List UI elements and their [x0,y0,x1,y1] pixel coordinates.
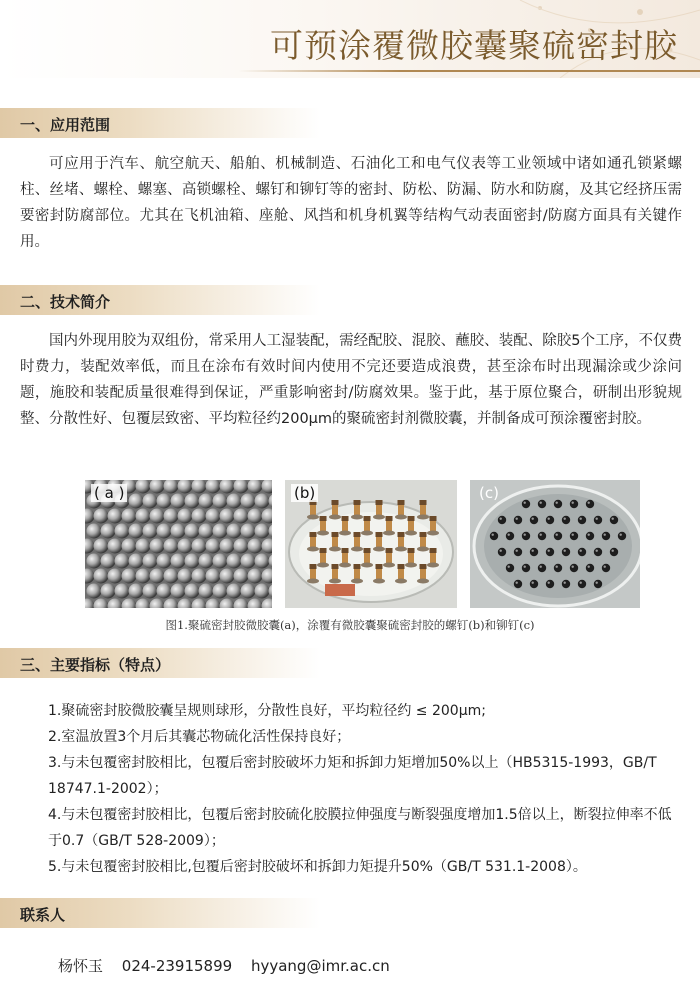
screw-head [405,531,417,536]
section-heading-label: 一、应用范围 [20,116,111,134]
microcapsule-sphere [227,524,242,539]
screw-head [361,531,373,536]
screw-head [307,547,319,552]
microcapsule-sphere [262,539,273,554]
figure-microcapsules [85,480,272,608]
figure-row [85,480,640,608]
screw-head [373,547,385,552]
rivet [546,516,554,524]
rivet-highlight [596,550,598,552]
microcapsule-sphere [248,509,263,524]
rivet [618,532,626,540]
microcapsule-sphere [136,569,151,584]
microcapsule-sphere [164,509,179,524]
screw-head [395,547,407,552]
microcapsule-sphere [122,509,137,524]
rivet-highlight [548,582,550,584]
microcapsule-sphere [269,494,273,509]
rivet [578,548,586,556]
rivet-highlight [564,550,566,552]
rivet [522,532,530,540]
microcapsule-sphere [206,509,221,524]
screw-coating [398,500,405,505]
microcapsule-sphere [227,584,242,599]
microcapsule-sphere [129,494,144,509]
rivet-highlight [572,566,574,568]
microcapsule-sphere [213,554,228,569]
microcapsule-sphere [150,480,165,494]
microcapsule-sphere [85,569,95,584]
microcapsule-sphere [199,494,214,509]
figure-label-a: ( a ) [91,484,127,502]
rivet-highlight [596,518,598,520]
microcapsule-sphere [206,480,221,494]
screw-coating [342,548,349,553]
screw-coating [376,564,383,569]
screw-coating [386,516,393,521]
microcapsule-sphere [85,599,95,609]
microcapsule-sphere [192,539,207,554]
screw-coating [420,564,427,569]
rivet-highlight [572,502,574,504]
figure-coated-screws [285,480,457,608]
screw-coating [332,532,339,537]
section-heading-application [0,108,320,138]
screw-coating [430,548,437,553]
screw-coating [364,516,371,521]
figure-label-b: (b) [291,484,318,502]
microcapsule-sphere [136,539,151,554]
screw-coating [420,500,427,505]
rivet [554,564,562,572]
screw-head [351,579,363,584]
microcapsule-sphere [164,480,179,494]
microcapsule-sphere [87,584,102,599]
microcapsule-sphere [269,584,273,599]
screw-coating [364,548,371,553]
screw-coating [376,500,383,505]
microcapsule-sphere [136,509,151,524]
rivet [498,516,506,524]
page-title: 可预涂覆微胶囊聚硫密封胶 [270,26,678,65]
figure-label-c: (c) [479,484,499,502]
rivet [538,500,546,508]
microcapsule-sphere [262,480,273,494]
microcapsule-sphere [115,524,130,539]
rivet [498,548,506,556]
section-heading-contact [0,898,320,928]
screw-coating [420,532,427,537]
rivet-highlight [532,582,534,584]
rivet-highlight [524,534,526,536]
rivet-highlight [604,566,606,568]
microcapsule-sphere [171,494,186,509]
figure-caption: 图1.聚硫密封胶微胶囊(a)，涂覆有微胶囊聚硫密封胶的螺钉(b)和铆钉(c) [165,618,535,632]
microcapsule-sphere [94,509,109,524]
microcapsule-sphere [122,599,137,609]
section-heading-label: 联系人 [20,906,66,924]
microcapsule-sphere [85,539,95,554]
microcapsule-sphere [255,524,270,539]
rivet [602,564,610,572]
microcapsule-sphere [248,599,263,609]
microcapsule-sphere [164,569,179,584]
microcapsule-sphere [101,554,116,569]
microcapsule-sphere [185,524,200,539]
microcapsule-sphere [192,480,207,494]
screw-head [329,515,341,520]
rivet [610,516,618,524]
microcapsule-sphere [143,494,158,509]
screw-head [329,579,341,584]
screw-coating [320,516,327,521]
screw-head [427,563,439,568]
rivet-highlight [524,566,526,568]
rivet [506,564,514,572]
microcapsule-sphere [192,509,207,524]
rivet-highlight [588,534,590,536]
screw-coating [398,532,405,537]
screw-head [395,579,407,584]
microcapsule-sphere [241,524,256,539]
rivet-highlight [500,550,502,552]
list-item: 2.室温放置3个月后其囊芯物硫化活性保持良好； [48,729,351,745]
microcapsule-sphere [157,584,172,599]
rivet [554,500,562,508]
rivet [522,564,530,572]
rivet [610,548,618,556]
microcapsule-sphere [262,509,273,524]
microcapsule-sphere [241,554,256,569]
screw-coating [332,500,339,505]
section-heading-label: 三、主要指标（特点） [20,656,171,674]
screw-coating [310,532,317,537]
microcapsule-sphere [115,584,130,599]
rivet-highlight [612,518,614,520]
rivet-highlight [580,518,582,520]
rivet [530,580,538,588]
microcapsule-sphere [157,524,172,539]
rivet [514,580,522,588]
microcapsule-sphere [234,569,249,584]
microcapsule-sphere [178,509,193,524]
microcapsule-sphere [206,569,221,584]
rivet-highlight [572,534,574,536]
rivet-highlight [580,550,582,552]
rivet-highlight [556,534,558,536]
microcapsule-sphere [248,539,263,554]
microcapsule-sphere [178,569,193,584]
screw-coating [320,548,327,553]
screw-coating [354,500,361,505]
rivet [586,532,594,540]
rivet-highlight [492,534,494,536]
microcapsule-sphere [220,480,235,494]
screw-coating [332,564,339,569]
microcapsule-sphere [164,539,179,554]
contact-name: 杨怀玉 [58,957,104,975]
microcapsule-sphere [94,599,109,609]
screw-coating [408,516,415,521]
microcapsule-sphere [87,554,102,569]
microcapsule-sphere [178,539,193,554]
rivet-highlight [556,502,558,504]
microcapsule-sphere [234,480,249,494]
microcapsule-sphere [185,494,200,509]
microcapsule-sphere [213,524,228,539]
rivet [570,500,578,508]
microcapsule-sphere [178,480,193,494]
microcapsule-sphere [157,554,172,569]
microcapsule-sphere [220,539,235,554]
microcapsule-sphere [94,569,109,584]
rivet-highlight [540,502,542,504]
rivet [570,564,578,572]
microcapsule-sphere [213,584,228,599]
rivet [594,580,602,588]
contact-email: hyyang@imr.ac.cn [250,957,390,975]
microcapsule-sphere [87,524,102,539]
specs-list [20,698,684,880]
screw-head [307,515,319,520]
rivet [514,548,522,556]
rivet [594,548,602,556]
microcapsule-sphere [136,599,151,609]
application-paragraph: 可应用于汽车、航空航天、船舶、机械制造、石油化工和电气仪表等工业领域中诸如通孔锁紧螺柱、丝堵、螺栓、螺塞、高锁螺栓、螺钉和铆钉等的密封、防松、防漏、防水和防腐，及其它经挤压需要密封防腐部位。尤其在飞机油箱、座舱、风挡和机身机翼等结构气动表面密封/防腐方面具有关键作用。 [20,156,682,250]
microcapsule-sphere [255,494,270,509]
microcapsule-sphere [136,480,151,494]
microcapsule-sphere [143,584,158,599]
microcapsule-sphere [101,524,116,539]
microcapsule-sphere [220,569,235,584]
rivet [570,532,578,540]
microcapsule-sphere [234,509,249,524]
screw-head [361,563,373,568]
microcapsule-sphere [129,554,144,569]
screw-head [339,531,351,536]
section-heading-tech [0,285,320,315]
rivet-highlight [532,550,534,552]
microcapsule-sphere [206,599,221,609]
rivet-highlight [604,534,606,536]
screw-coating [398,564,405,569]
microcapsule-sphere [178,599,193,609]
screw-head [417,579,429,584]
microcapsule-sphere [101,584,116,599]
screw-coating [430,516,437,521]
microcapsule-sphere [115,554,130,569]
screw-head [329,547,341,552]
screw-head [317,563,329,568]
microcapsule-sphere [164,599,179,609]
microcapsule-sphere [213,494,228,509]
rivet [586,564,594,572]
rivet [594,516,602,524]
microcapsule-sphere [192,569,207,584]
rivet [490,532,498,540]
microcapsule-sphere [108,539,123,554]
rivet-highlight [548,518,550,520]
microcapsule-sphere [241,584,256,599]
microcapsule-sphere [122,539,137,554]
microcapsule-sphere [150,599,165,609]
rivet-highlight [556,566,558,568]
screw-head [427,531,439,536]
microcapsule-sphere [262,599,273,609]
rivet-highlight [588,566,590,568]
microcapsule-sphere [94,539,109,554]
screw-coating [342,516,349,521]
microcapsule-sphere [220,509,235,524]
microcapsule-sphere [171,584,186,599]
microcapsule-sphere [129,524,144,539]
microcapsule-sphere [262,569,273,584]
rivet [562,516,570,524]
screw-head [417,547,429,552]
screw-head [383,563,395,568]
screw-coating [408,548,415,553]
screw-head [307,579,319,584]
microcapsule-sphere [255,584,270,599]
screw-head [383,531,395,536]
screw-head [351,547,363,552]
microcapsule-sphere [192,599,207,609]
rivet [578,580,586,588]
microcapsule-sphere [157,494,172,509]
rivet [546,548,554,556]
microcapsule-sphere [185,554,200,569]
title-underline [238,70,700,72]
microcapsule-sphere [150,509,165,524]
contact-line [58,955,404,976]
microcapsule-sphere [269,554,273,569]
rivet-highlight [564,518,566,520]
section-heading-label: 二、技术简介 [20,293,111,311]
microcapsule-sphere [171,524,186,539]
microcapsule-sphere [227,494,242,509]
microcapsule-sphere [150,569,165,584]
rivet-highlight [532,518,534,520]
rivet [578,516,586,524]
microcapsule-sphere [234,599,249,609]
rivet [562,580,570,588]
list-item: 1.聚硫密封胶微胶囊呈规则球形，分散性良好，平均粒径约 ≤ 200μm; [48,703,486,719]
rivet [546,580,554,588]
screw-coating [354,564,361,569]
microcapsule-sphere [248,480,263,494]
screw-head [395,515,407,520]
rivet-highlight [508,566,510,568]
rivet [530,516,538,524]
rivet-highlight [500,518,502,520]
rivet [530,548,538,556]
figure-coated-rivets [470,480,640,608]
microcapsule-sphere [248,569,263,584]
rivet [602,532,610,540]
tech-paragraph: 国内外现用胶为双组份，常采用人工湿装配，需经配胶、混胶、蘸胶、装配、除胶5个工序，不仅费时费力，装配效率低，而且在涂布有效时间内使用不完还要造成浪费，甚至涂布时出现漏涂或少涂问题，施胶和装配质量很难得到保证，严重影响密封/防腐效果。鉴于此，基于原位聚合，研制出形貌规整、分散性好、包覆层致密、平均粒径约200μm的聚硫密封剂微胶囊，并制备成可预涂覆密封胶。 [20,333,682,427]
screw-head [317,531,329,536]
rivet-highlight [620,534,622,536]
microcapsule-sphere [227,554,242,569]
rivet [554,532,562,540]
list-item: 3.与未包覆密封胶相比，包覆后密封胶破坏力矩和拆卸力矩增加50%以上（HB5315-1993，GB/T 18747.1-2002）； [48,755,657,797]
microcapsule-sphere [206,539,221,554]
microcapsule-sphere [122,569,137,584]
microcapsule-sphere [220,599,235,609]
microcapsule-sphere [269,524,273,539]
screw-coating [376,532,383,537]
screw-coating [310,564,317,569]
rivet-highlight [564,582,566,584]
rivet-highlight [596,582,598,584]
microcapsule-sphere [255,554,270,569]
rivet-highlight [524,502,526,504]
rivet-highlight [508,534,510,536]
rivet-highlight [540,566,542,568]
rivet-highlight [516,518,518,520]
rivet [506,532,514,540]
microcapsule-sphere [199,524,214,539]
rivet-highlight [588,502,590,504]
microcapsule-sphere [85,509,95,524]
rivet-highlight [548,550,550,552]
rivet-highlight [540,534,542,536]
microcapsule-sphere [171,554,186,569]
screw-coating [354,532,361,537]
rivet [538,532,546,540]
rivet [514,516,522,524]
microcapsule-sphere [129,584,144,599]
section-heading-specs [0,648,320,678]
microcapsule-sphere [241,494,256,509]
screw-head [405,563,417,568]
screw-head [373,579,385,584]
microcapsule-sphere [234,539,249,554]
microcapsule-sphere [185,584,200,599]
rivet-highlight [516,550,518,552]
screw-head [373,515,385,520]
screw-head [351,515,363,520]
microcapsule-sphere [199,554,214,569]
rivet-highlight [516,582,518,584]
microcapsule-sphere [108,509,123,524]
rivet [562,548,570,556]
rivet [522,500,530,508]
screw-head [339,563,351,568]
microcapsule-sphere [108,599,123,609]
microcapsule-sphere [143,554,158,569]
list-item: 4.与未包覆密封胶相比，包覆后密封胶硫化胶膜拉伸强度与断裂强度增加1.5倍以上，断裂拉伸率不低于0.7（GB/T 528-2009）； [48,807,672,849]
microcapsule-sphere [199,584,214,599]
microcapsule-sphere [108,569,123,584]
list-item: 5.与未包覆密封胶相比,包覆后密封胶破坏和拆卸力矩提升50%（GB/T 531.1-2008）。 [48,859,587,875]
screw-coating [386,548,393,553]
microcapsule-sphere [150,539,165,554]
rivet [538,564,546,572]
contact-phone: 024-23915899 [121,957,233,975]
rivet-highlight [580,582,582,584]
screw-head [417,515,429,520]
rivet-highlight [612,550,614,552]
microcapsule-sphere [143,524,158,539]
rivet [586,500,594,508]
